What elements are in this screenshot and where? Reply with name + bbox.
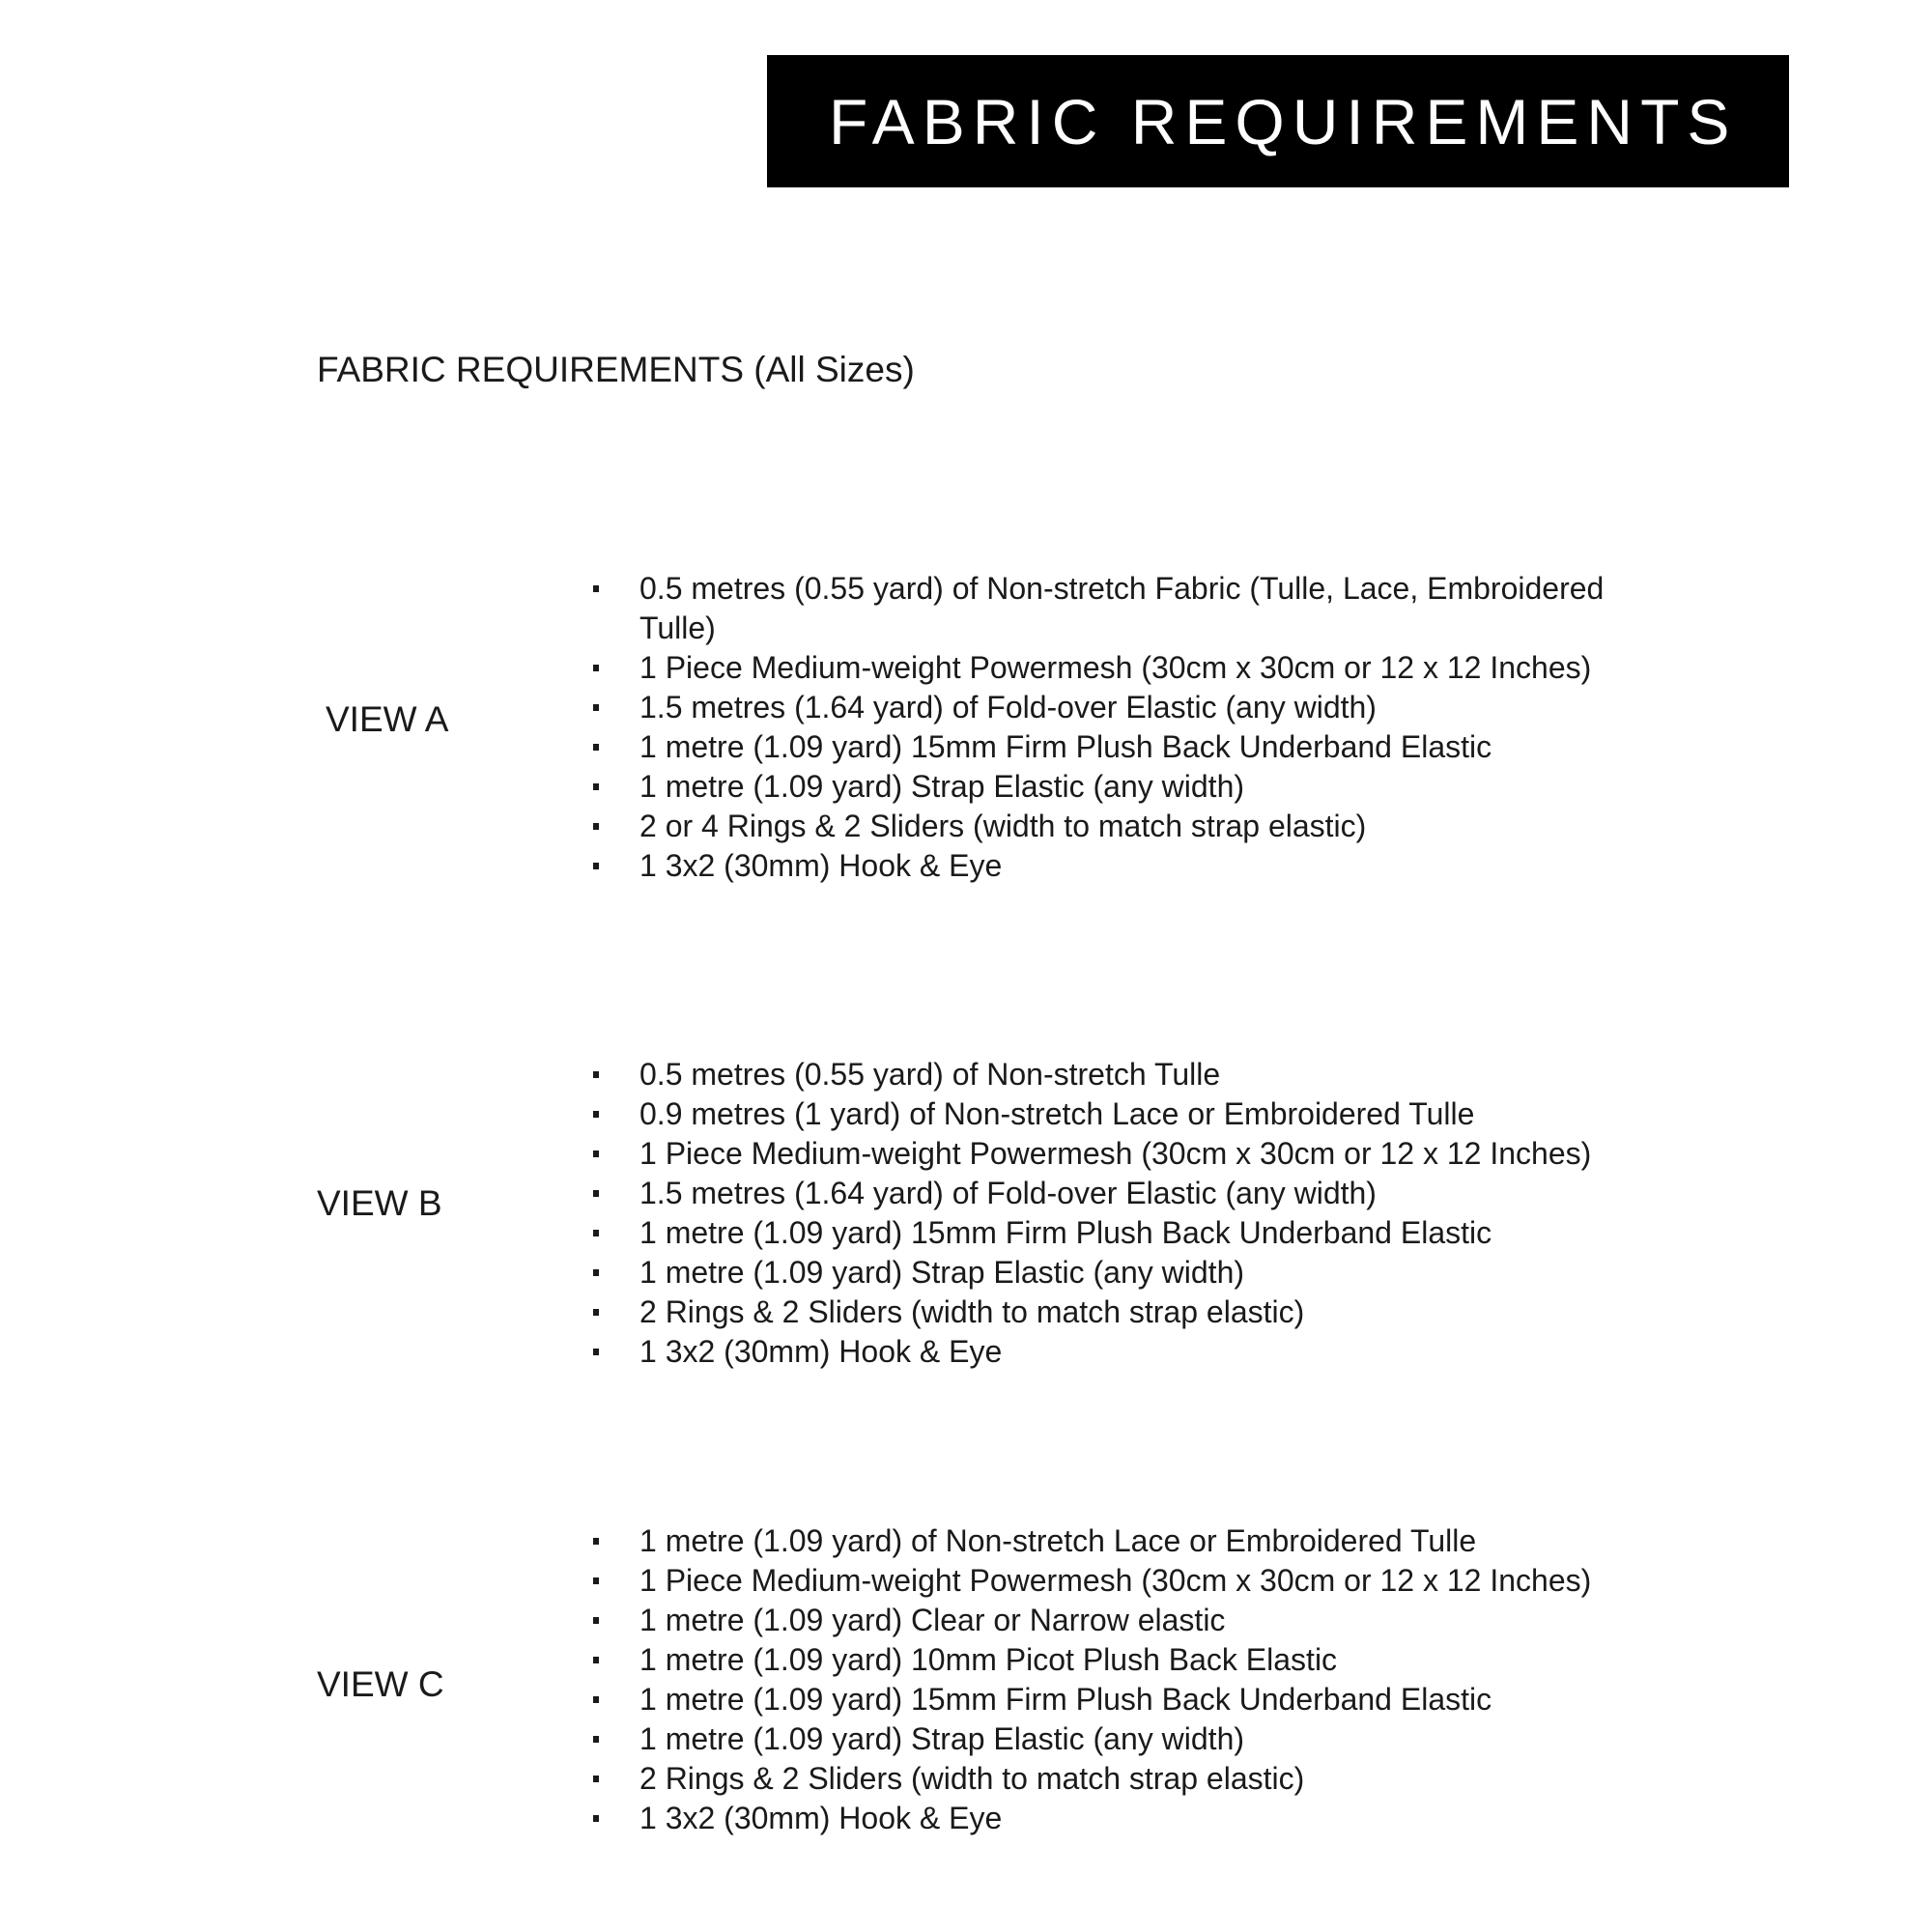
list-item: 0.9 metres (1 yard) of Non-stretch Lace or Embroidered Tulle bbox=[0, 1094, 1605, 1134]
bullet-icon bbox=[593, 1815, 599, 1822]
bullet-icon bbox=[593, 585, 599, 592]
list-item: 1 metre (1.09 yard) Strap Elastic (any width) bbox=[0, 1719, 1605, 1759]
bullet-icon bbox=[593, 1190, 599, 1197]
list-item: 1.5 metres (1.64 yard) of Fold-over Elastic (any width) bbox=[0, 688, 1605, 727]
bullet-icon bbox=[593, 863, 599, 869]
bullet-icon bbox=[593, 1269, 599, 1276]
list-item: 1 metre (1.09 yard) Strap Elastic (any width) bbox=[0, 1253, 1605, 1293]
bullet-icon bbox=[593, 1577, 599, 1584]
list-item: 1 3x2 (30mm) Hook & Eye bbox=[0, 846, 1605, 886]
section-subtitle: FABRIC REQUIREMENTS (All Sizes) bbox=[317, 350, 915, 389]
view-a-list bbox=[0, 569, 1605, 886]
view-b-list bbox=[0, 1055, 1605, 1372]
list-item: 1 3x2 (30mm) Hook & Eye bbox=[0, 1799, 1605, 1838]
bullet-icon bbox=[593, 1736, 599, 1743]
bullet-icon bbox=[593, 1111, 599, 1118]
bullet-icon bbox=[593, 665, 599, 671]
list-item: 1 metre (1.09 yard) 15mm Firm Plush Back Underband Elastic bbox=[0, 727, 1605, 767]
bullet-icon bbox=[593, 1776, 599, 1782]
list-item: 1 metre (1.09 yard) 15mm Firm Plush Back Underband Elastic bbox=[0, 1680, 1605, 1719]
bullet-icon bbox=[593, 1538, 599, 1545]
view-b-label: VIEW B bbox=[317, 1183, 442, 1223]
bullet-icon bbox=[593, 783, 599, 790]
list-item: 1 metre (1.09 yard) Strap Elastic (any width) bbox=[0, 767, 1605, 807]
list-item: 1 metre (1.09 yard) 15mm Firm Plush Back Underband Elastic bbox=[0, 1213, 1605, 1253]
view-c-label: VIEW C bbox=[317, 1664, 444, 1704]
bullet-icon bbox=[593, 1151, 599, 1157]
bullet-icon bbox=[593, 1230, 599, 1236]
bullet-icon bbox=[593, 1617, 599, 1624]
bullet-icon bbox=[593, 744, 599, 751]
list-item: 1 metre (1.09 yard) of Non-stretch Lace or Embroidered Tulle bbox=[0, 1521, 1605, 1561]
list-item: 1 3x2 (30mm) Hook & Eye bbox=[0, 1332, 1605, 1372]
bullet-icon bbox=[593, 1309, 599, 1316]
bullet-icon bbox=[593, 1657, 599, 1663]
view-a-label: VIEW A bbox=[326, 699, 449, 739]
list-item: 1 Piece Medium-weight Powermesh (30cm x 30cm or 12 x 12 Inches) bbox=[0, 1561, 1605, 1601]
view-c-list bbox=[0, 1521, 1605, 1838]
list-item: 1 metre (1.09 yard) Clear or Narrow elastic bbox=[0, 1601, 1605, 1640]
list-item: 0.5 metres (0.55 yard) of Non-stretch Fabric (Tulle, Lace, Embroidered Tulle) bbox=[0, 569, 1605, 648]
page-title: FABRIC REQUIREMENTS bbox=[829, 85, 1738, 157]
list-item: 2 Rings & 2 Sliders (width to match strap elastic) bbox=[0, 1759, 1605, 1799]
title-banner bbox=[767, 55, 1789, 187]
list-item: 1 Piece Medium-weight Powermesh (30cm x 30cm or 12 x 12 Inches) bbox=[0, 648, 1605, 688]
list-item: 0.5 metres (0.55 yard) of Non-stretch Tulle bbox=[0, 1055, 1605, 1094]
bullet-icon bbox=[593, 1696, 599, 1703]
bullet-icon bbox=[593, 823, 599, 830]
bullet-icon bbox=[593, 1349, 599, 1355]
bullet-icon bbox=[593, 1071, 599, 1078]
list-item: 1.5 metres (1.64 yard) of Fold-over Elastic (any width) bbox=[0, 1174, 1605, 1213]
list-item: 1 metre (1.09 yard) 10mm Picot Plush Back Elastic bbox=[0, 1640, 1605, 1680]
list-item: 1 Piece Medium-weight Powermesh (30cm x 30cm or 12 x 12 Inches) bbox=[0, 1134, 1605, 1174]
list-item: 2 or 4 Rings & 2 Sliders (width to match strap elastic) bbox=[0, 807, 1605, 846]
list-item: 2 Rings & 2 Sliders (width to match strap elastic) bbox=[0, 1293, 1605, 1332]
bullet-icon bbox=[593, 704, 599, 711]
